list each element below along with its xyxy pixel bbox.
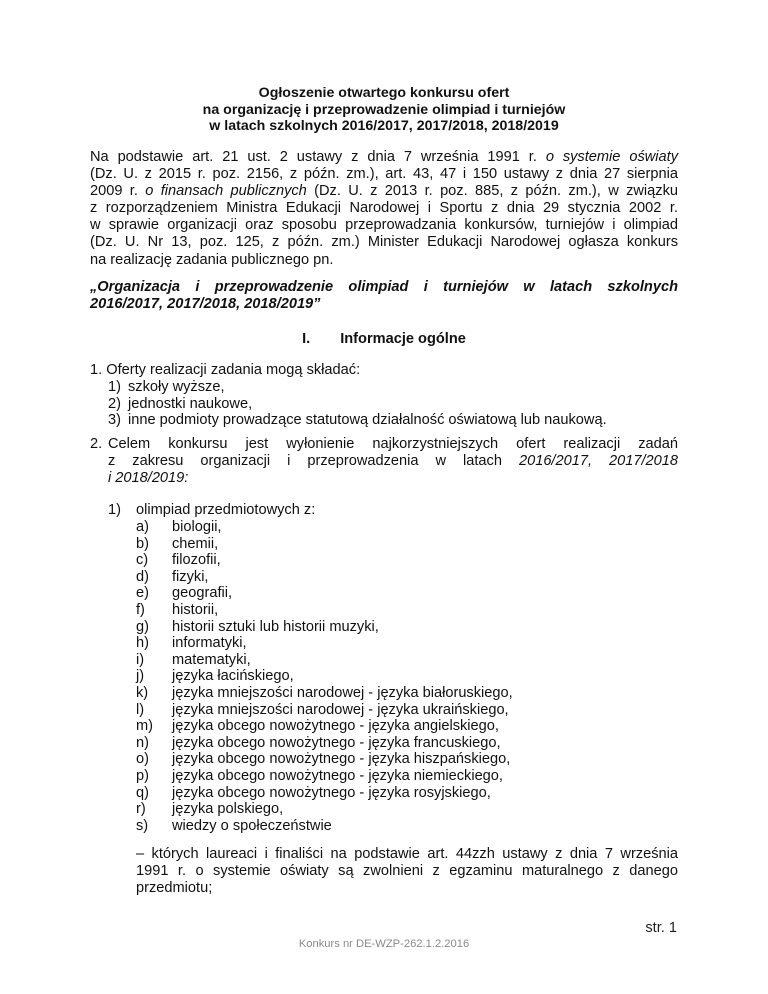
point-2-line-3: i 2018/2019: — [108, 470, 189, 487]
olympiad-item-text: historii, — [172, 601, 219, 618]
closing-line-2: 1991 r. o systemie oświaty są zwolnieni z egzaminu maturalnego z danego — [136, 863, 678, 880]
olympiad-item-label: s) — [136, 817, 149, 834]
olympiad-item-text: języka obcego nowożytnego - języka francuskiego, — [172, 734, 501, 751]
olympiad-item — [136, 602, 513, 619]
olympiad-item — [136, 552, 513, 569]
page-number: str. 1 — [645, 920, 677, 936]
olympiad-item — [136, 702, 513, 719]
olympiad-item — [136, 818, 513, 835]
olympiad-item-label: n) — [136, 734, 149, 751]
closing-paragraph — [136, 846, 678, 897]
olympiad-item — [136, 751, 513, 768]
olympiad-item-text: języka obcego nowożytnego - języka niemieckiego, — [172, 767, 503, 784]
task-name-line-1: „Organizacja i przeprowadzenie olimpiad i turniejów w latach szkolnych — [90, 279, 678, 295]
olympiads-list — [136, 519, 513, 834]
olympiads-header — [108, 502, 315, 519]
olympiad-item — [136, 801, 513, 818]
section-number: I. — [302, 331, 311, 347]
title-line-1: Ogłoszenie otwartego konkursu ofert — [258, 85, 510, 101]
intro-line-4: z rozporządzeniem Ministra Edukacji Narodowej i Sportu z dnia 29 stycznia 2002 r. — [90, 200, 678, 217]
olympiad-item-label: a) — [136, 519, 149, 535]
intro-text: (Dz. U. z 2013 r. poz. 885, z późn. zm.), w związku — [314, 183, 678, 200]
olympiad-item — [136, 735, 513, 752]
olympiad-item-label: m) — [136, 718, 154, 735]
intro-line-3 — [90, 183, 678, 200]
olympiad-item-text: języka mniejszości narodowej - języka białoruskiego, — [172, 684, 513, 701]
olympiad-item-text: języka obcego nowożytnego - języka angielskiego, — [172, 718, 499, 735]
act-name-finanse: o finansach publicznych — [145, 183, 307, 200]
olympiad-item — [136, 768, 513, 785]
olympiad-item-label: l) — [136, 701, 145, 718]
olympiad-item-text: języka mniejszości narodowej - języka ukraińskiego, — [172, 701, 509, 718]
intro-line-2: (Dz. U. z 2015 r. poz. 2156, z późn. zm.), art. 43, 47 i 150 ustawy z dnia 27 sierpnia — [90, 166, 678, 183]
act-name-oswiata: o systemie oświaty — [545, 149, 678, 165]
olympiad-item — [136, 718, 513, 735]
document-title — [90, 85, 678, 135]
olympiad-item-text: języka obcego nowożytnego - języka rosyjskiego, — [172, 784, 491, 801]
olympiad-item-label: q) — [136, 784, 149, 801]
olympiad-item — [136, 619, 513, 636]
olympiads-header-line — [108, 502, 315, 519]
closing-line-1: – których laureaci i finaliści na podstawie art. 44zzh ustawy z dnia 7 września — [136, 846, 678, 862]
olympiad-item-text: wiedzy o społeczeństwie — [172, 817, 332, 834]
point-2-text — [108, 436, 678, 487]
list-item-text: szkoły wyższe, — [128, 379, 225, 395]
olympiad-item-label: d) — [136, 568, 149, 585]
olympiad-item-label: r) — [136, 801, 146, 818]
olympiad-item-text: języka polskiego, — [172, 801, 284, 818]
title-line-3: w latach szkolnych 2016/2017, 2017/2018, 2018/2019 — [209, 118, 559, 135]
olympiad-item-text: filozofii, — [172, 552, 221, 569]
olympiad-item-text: geografii, — [172, 585, 233, 602]
list-item-label: 3) — [108, 412, 121, 429]
olympiad-item-label: f) — [136, 601, 145, 618]
olympiad-item — [136, 536, 513, 553]
footer-contest-number: Konkurs nr DE-WZP-262.1.2.2016 — [298, 938, 470, 950]
olympiad-item-text: informatyki, — [172, 635, 247, 652]
intro-paragraph — [90, 149, 678, 269]
list-item — [108, 412, 607, 429]
section-heading — [0, 331, 768, 347]
intro-line-6: (Dz. U. Nr 13, poz. 125, z późn. zm.) Minister Edukacji Narodowej ogłasza konkurs — [90, 234, 678, 251]
olympiad-item-label: h) — [136, 635, 149, 652]
olympiad-item-text: języka obcego nowożytnego - języka hiszpańskiego, — [172, 751, 511, 768]
olympiad-item — [136, 569, 513, 586]
list-item-label: 2) — [108, 395, 121, 412]
intro-line-5: w sprawie organizacji oraz sposobu przeprowadzania konkursów, turniejów i olimpiad — [90, 217, 678, 234]
closing-line-3: przedmiotu; — [136, 880, 213, 897]
olympiad-item — [136, 668, 513, 685]
olympiad-item-label: k) — [136, 684, 149, 701]
list-item — [108, 396, 607, 413]
point-2-label-wrap — [90, 436, 102, 453]
point-1-text: Oferty realizacji zadania mogą składać: — [106, 362, 361, 378]
task-name-line-2: 2016/2017, 2017/2018, 2018/2019” — [90, 296, 321, 313]
olympiad-item-text: matematyki, — [172, 651, 251, 668]
olympiad-item — [136, 685, 513, 702]
olympiad-item-text: historii sztuki lub historii muzyki, — [172, 618, 379, 635]
olympiad-item-label: e) — [136, 585, 149, 602]
olympiad-item — [136, 635, 513, 652]
point-1-header — [90, 362, 360, 379]
olympiad-item — [136, 585, 513, 602]
list-item-text: jednostki naukowe, — [128, 395, 253, 412]
point-1-list — [108, 379, 607, 429]
olympiad-item-text: chemii, — [172, 535, 219, 552]
olympiads-text: olimpiad przedmiotowych z: — [136, 502, 316, 518]
list-item — [108, 379, 607, 396]
school-years: 2016/2017, 2017/2018 — [518, 453, 678, 470]
olympiads-label: 1) — [108, 502, 121, 518]
olympiad-item-label: b) — [136, 535, 149, 552]
olympiad-item — [136, 652, 513, 669]
point-2-line-2 — [108, 453, 678, 470]
point-2-line-1: Celem konkursu jest wyłonienie najkorzystniejszych ofert realizacji zadań — [108, 436, 678, 452]
olympiad-item-label: j) — [136, 668, 145, 685]
olympiad-item-label: o) — [136, 751, 149, 768]
list-item-text: inne podmioty prowadzące statutową działalność oświatową lub naukową. — [128, 412, 607, 429]
section-title: Informacje ogólne — [340, 331, 466, 347]
olympiad-item-label: c) — [136, 552, 149, 569]
point-1 — [90, 362, 360, 379]
olympiad-item-text: języka łacińskiego, — [172, 668, 294, 685]
intro-text: 2009 r. — [90, 183, 138, 200]
title-line-2: na organizację i przeprowadzenie olimpiad i turniejów — [202, 101, 566, 118]
olympiad-item — [136, 519, 513, 536]
intro-text: Na podstawie art. 21 ust. 2 ustawy z dnia 7 września 1991 r. — [90, 149, 537, 165]
olympiad-item-label: i) — [136, 651, 145, 668]
olympiad-item-text: fizyki, — [172, 568, 209, 585]
olympiad-item-text: biologii, — [172, 519, 222, 535]
task-name — [90, 279, 678, 313]
intro-line-1 — [90, 149, 678, 166]
olympiad-item-label: p) — [136, 767, 149, 784]
olympiad-item — [136, 785, 513, 802]
point-1-label: 1. — [90, 362, 103, 378]
olympiad-item-label: g) — [136, 618, 149, 635]
intro-line-7: na realizację zadania publicznego pn. — [90, 251, 334, 268]
list-item-label: 1) — [108, 379, 121, 395]
point-2-label: 2. — [90, 436, 103, 452]
point-2-text-part: z zakresu organizacji i przeprowadzenia w latach — [108, 453, 502, 470]
